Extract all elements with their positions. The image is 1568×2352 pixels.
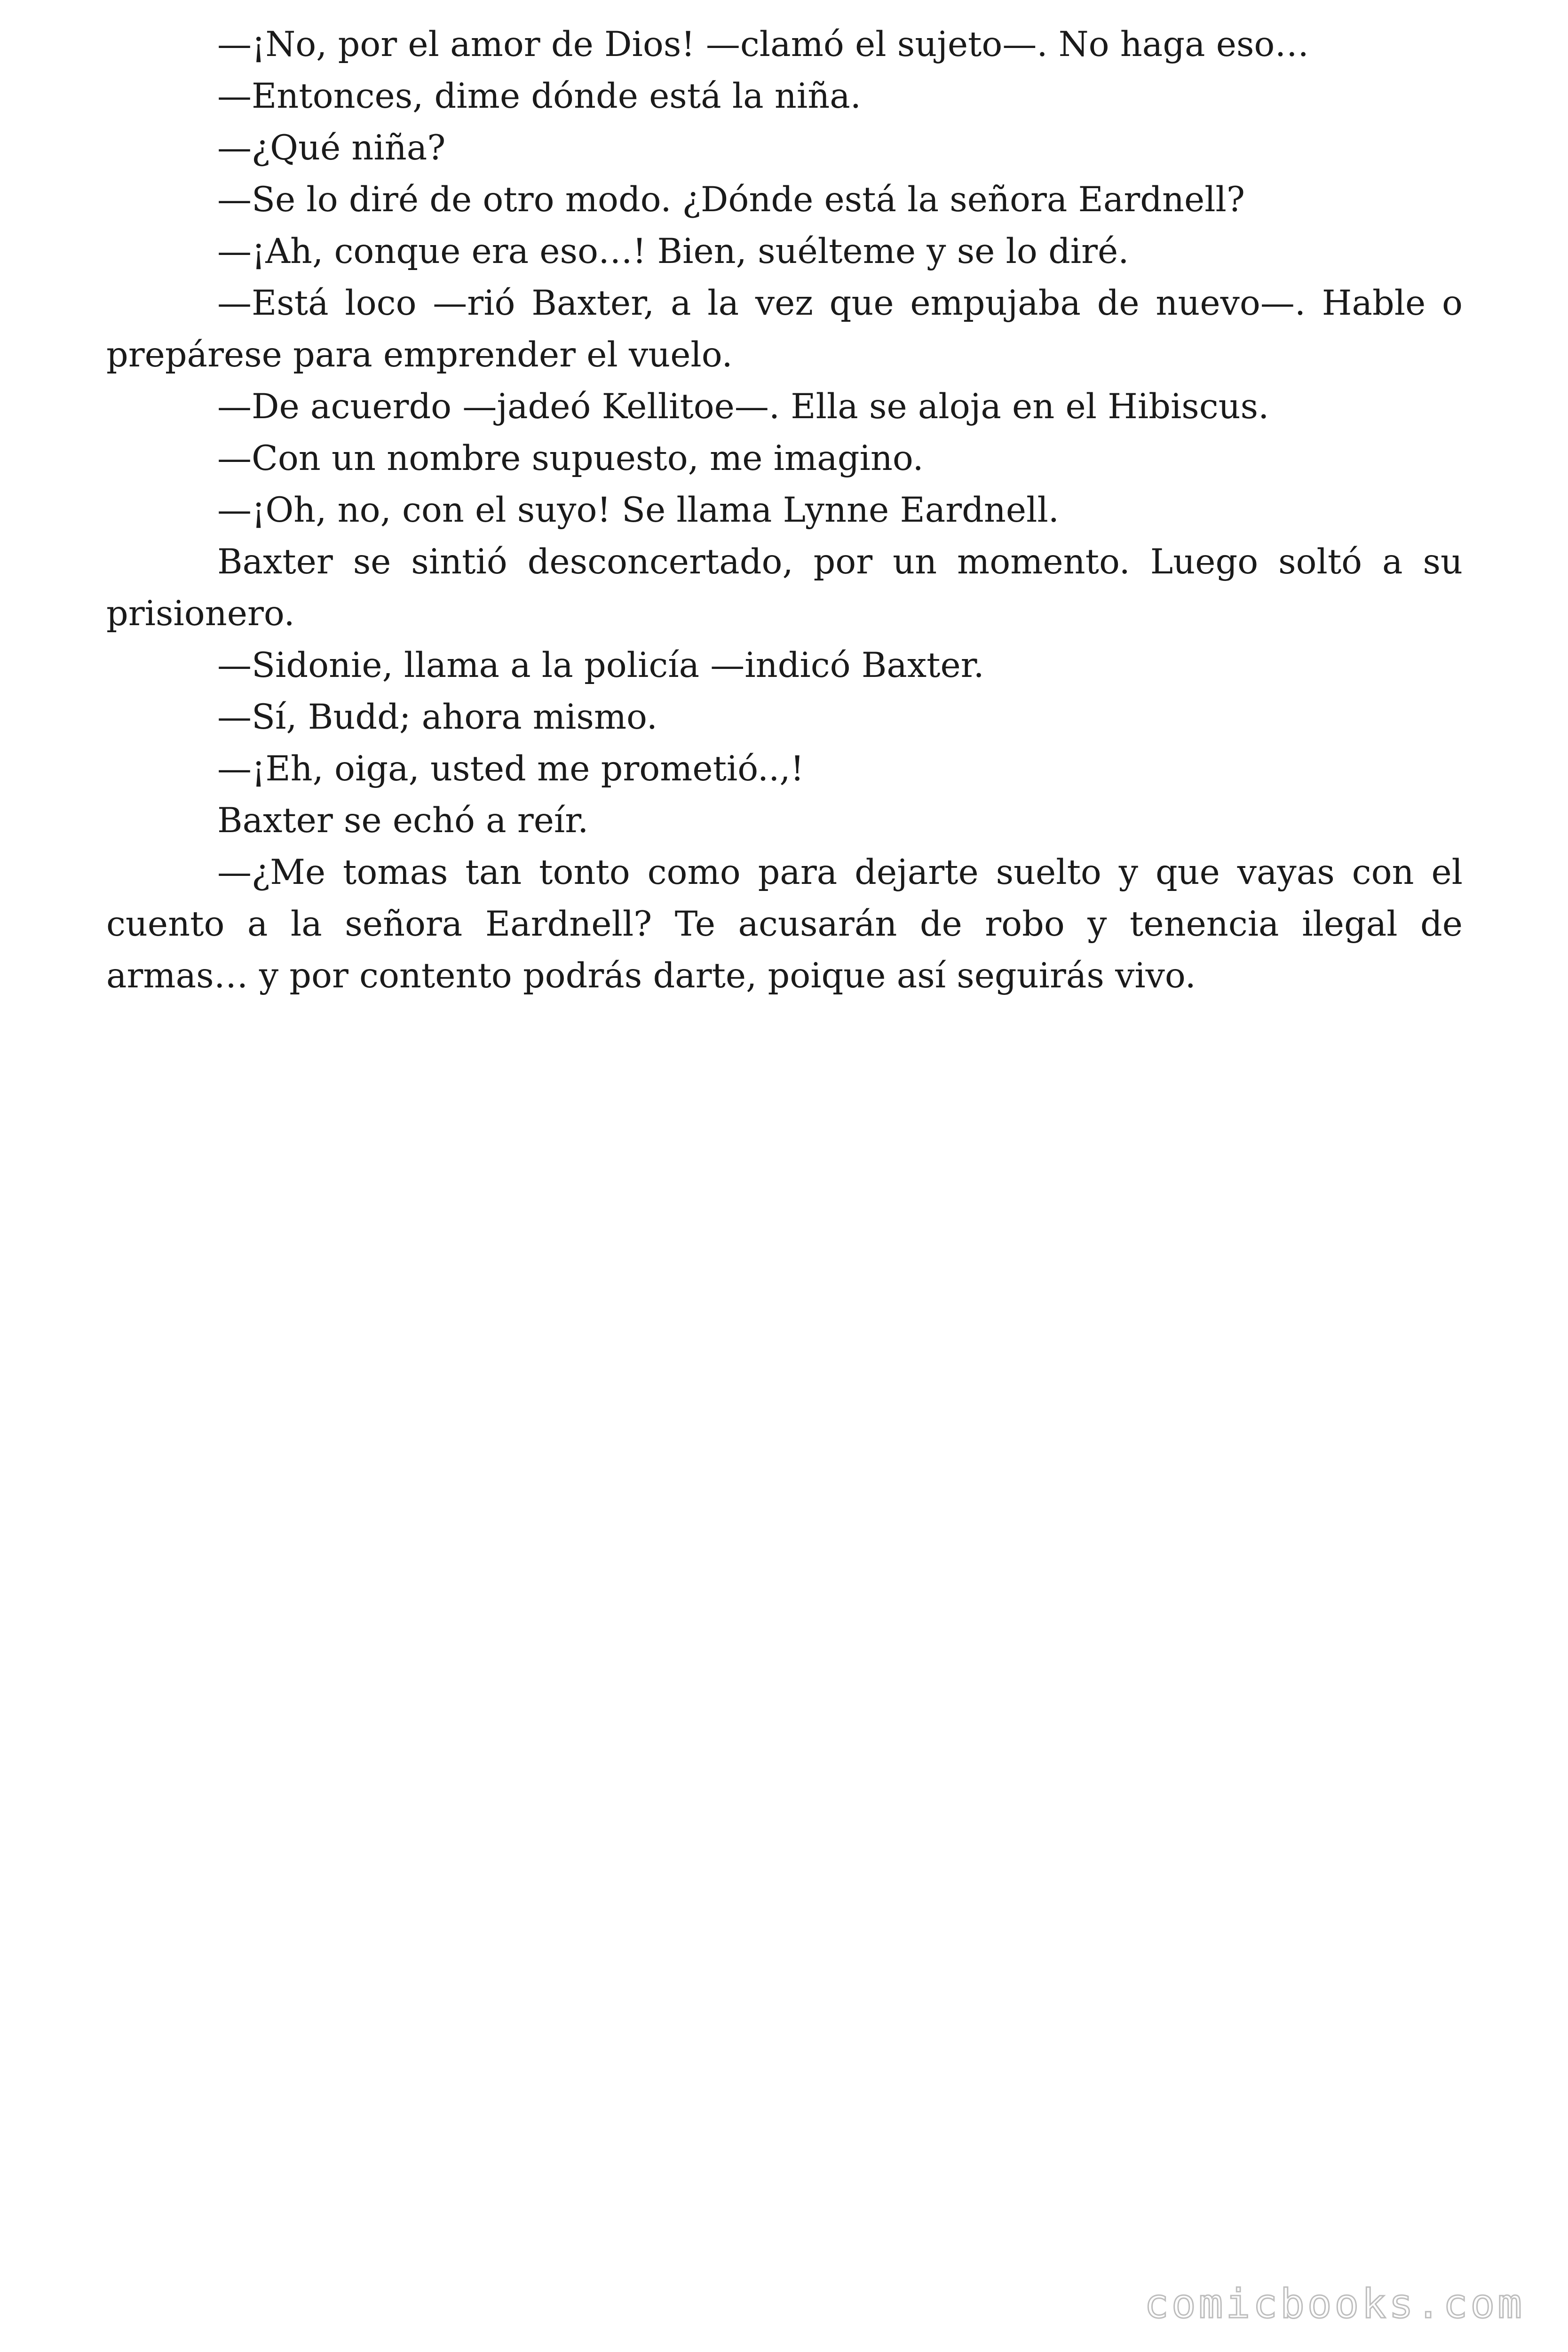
paragraph: Baxter se sintió desconcertado, por un momento. Luego soltó a su prisionero. xyxy=(106,542,1463,634)
paragraph: —¡Oh, no, con el suyo! Se llama Lynne Eardnell. xyxy=(217,490,1059,530)
paragraph: —¡Ah, conque era eso…! Bien, suélteme y se lo diré. xyxy=(217,231,1129,271)
paragraph: —Se lo diré de otro modo. ¿Dónde está la señora Eardnell? xyxy=(217,180,1245,220)
paragraph: —Sidonie, llama a la policía —indicó Baxter. xyxy=(217,645,984,685)
paragraph: —Con un nombre supuesto, me imagino. xyxy=(217,438,924,478)
paragraph: —De acuerdo —jadeó Kellitoe—. Ella se aloja en el Hibiscus. xyxy=(217,387,1269,427)
paragraph: —Entonces, dime dónde está la niña. xyxy=(217,76,861,116)
paragraph: —Sí, Budd; ahora mismo. xyxy=(217,697,657,737)
paragraph: —¡No, por el amor de Dios! —clamó el sujeto—. No haga eso… xyxy=(217,24,1309,64)
paragraph: —Está loco —rió Baxter, a la vez que empujaba de nuevo—. Hable o prepárese para emprender el vuelo. xyxy=(106,283,1463,375)
page-body xyxy=(106,19,1463,1002)
paragraph: Baxter se echó a reír. xyxy=(217,801,589,841)
paragraph: —¿Me tomas tan tonto como para dejarte suelto y que vayas con el cuento a la señora Eardnell? Te acusarán de robo y tenencia ilegal de armas… y por contento podrás darte, poique así seguirás vivo. xyxy=(106,852,1463,996)
paragraph: —¡Eh, oiga, usted me prometió..,! xyxy=(217,749,804,789)
paragraph: —¿Qué niña? xyxy=(217,128,446,168)
watermark: comicbooks.com xyxy=(1144,2280,1525,2328)
